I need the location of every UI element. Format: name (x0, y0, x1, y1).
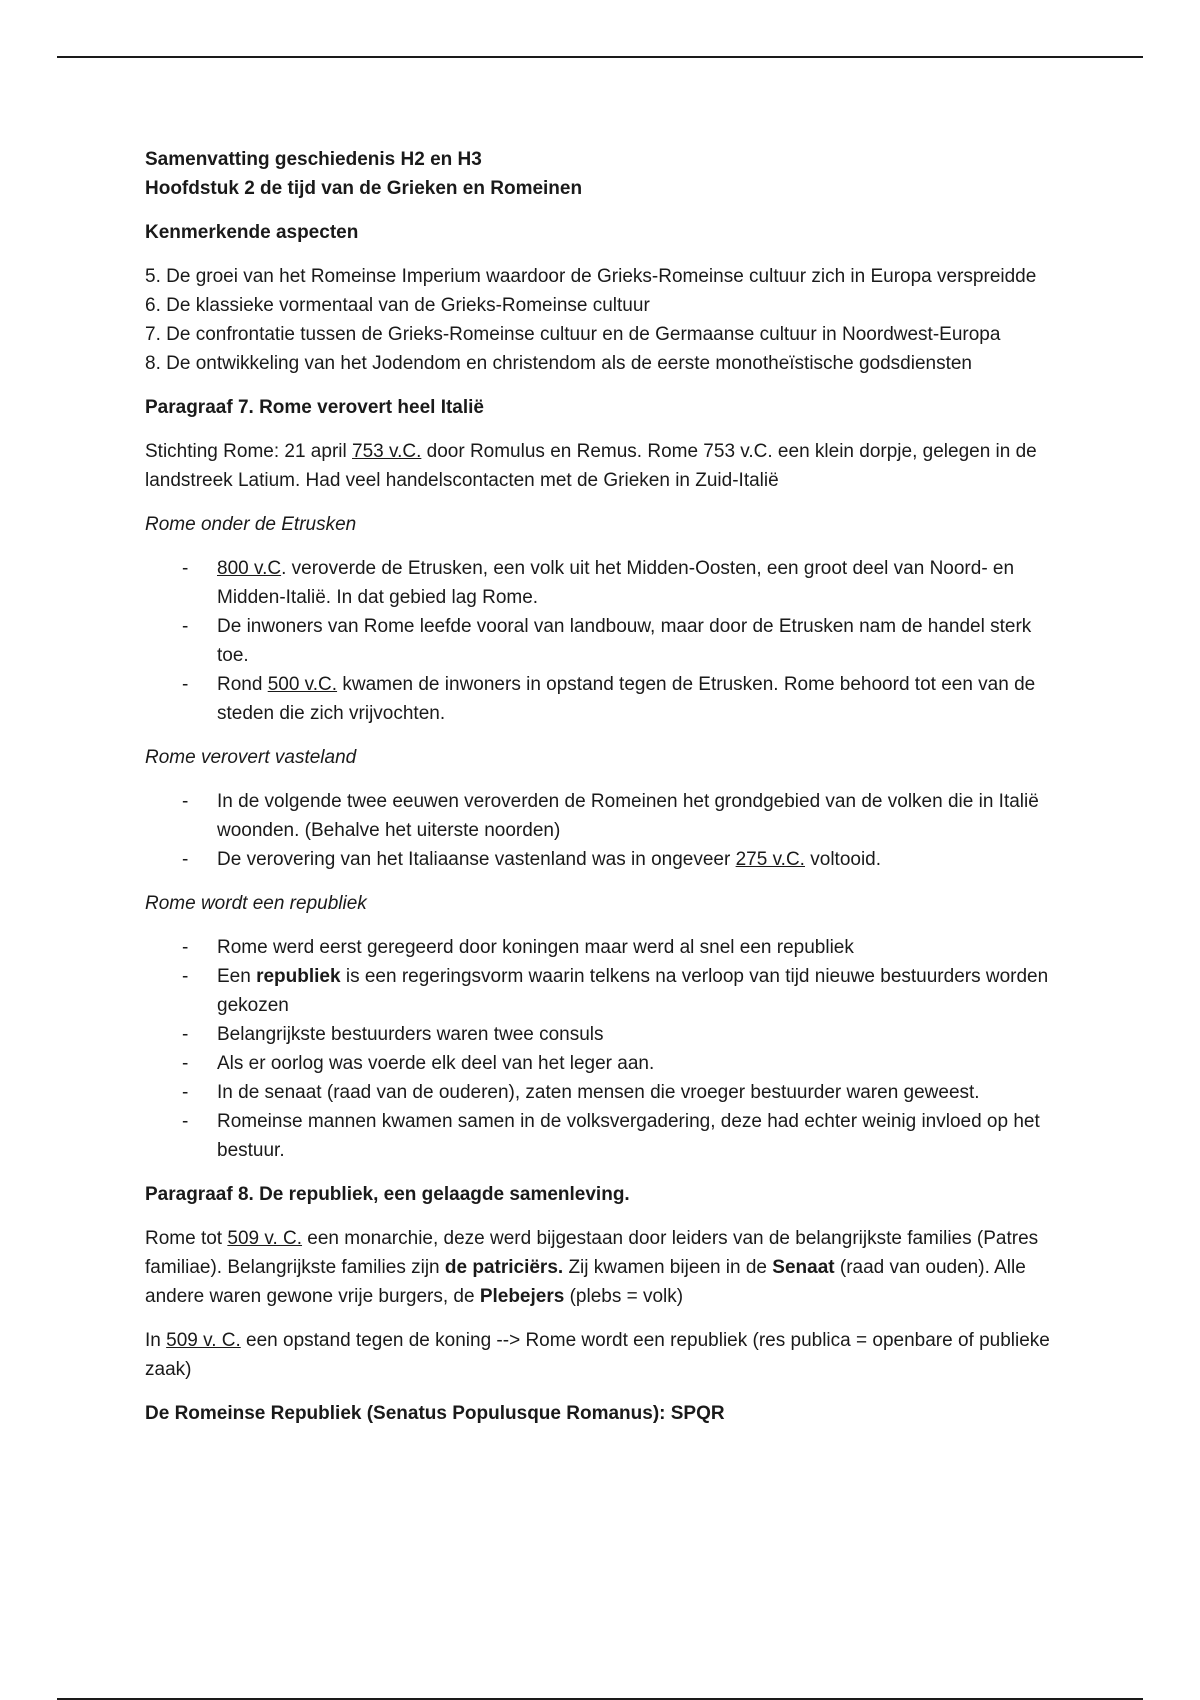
text: In (145, 1330, 167, 1351)
document-body (145, 145, 1065, 1428)
aspect-8: 8. De ontwikkeling van het Jodendom en christendom als de eerste monotheïstische godsdiensten (145, 353, 972, 374)
subheading-etrusken: Rome onder de Etrusken (145, 514, 357, 535)
top-rule (57, 56, 1143, 58)
list-item (145, 612, 1065, 670)
text: voltooid. (804, 849, 882, 870)
list-item: - Rome werd eerst geregeerd door koningen maar werd al snel een republiek (145, 933, 1065, 962)
vasteland-list (145, 787, 1065, 874)
par8-paragraph-1 (145, 1224, 1065, 1311)
term-senaat: Senaat (772, 1257, 835, 1278)
term-patriciers: de patriciërs. (444, 1257, 564, 1278)
spqr-heading: De Romeinse Republiek (Senatus Populusque Romanus): SPQR (145, 1403, 725, 1424)
subheading-vasteland: Rome verovert vasteland (145, 747, 357, 768)
text: De verovering van het Italiaanse vastenland was in ongeveer (217, 849, 736, 870)
section-heading-par8: Paragraaf 8. De republiek, een gelaagde samenleving. (145, 1184, 630, 1205)
republiek-list (145, 933, 1065, 1165)
date-800: 800 v.C (217, 558, 282, 579)
text: (plebs = volk) (564, 1286, 684, 1307)
text: Stichting Rome: 21 april (145, 441, 352, 462)
text: Rome tot (145, 1228, 228, 1249)
term-plebejers: Plebejers (479, 1286, 565, 1307)
date-753: 753 v.C. (352, 441, 422, 462)
par7-intro (145, 437, 1065, 495)
text: door Romulus en Remus. Rome 753 v.C. een klein dorpje, gelegen in de landstreek Latium. Had veel handelscontacten met de Grieken in Zuid-Italië (145, 441, 1037, 491)
date-275: 275 v.C. (735, 849, 805, 870)
aspects-heading: Kenmerkende aspecten (145, 222, 359, 243)
text: . veroverde de Etrusken, een volk uit het Midden-Oosten, een groot deel van Noord- en Midden-Italië. In dat gebied lag Rome. (217, 558, 1015, 608)
text: In de volgende twee eeuwen veroverden de Romeinen het grondgebied van de volken die in Italië woonden. (Behalve het uiterste noorden) (217, 791, 1039, 841)
term-republiek: republiek (256, 966, 341, 987)
list-item: - In de senaat (raad van de ouderen), zaten mensen die vroeger bestuurder waren geweest. (145, 1078, 1065, 1107)
aspect-6: 6. De klassieke vormentaal van de Grieks-Romeinse cultuur (145, 295, 650, 316)
date-509: 509 v. C. (166, 1330, 241, 1351)
etrusken-list (145, 554, 1065, 728)
text: is een regeringsvorm waarin telkens na verloop van tijd nieuwe bestuurders worden gekozen (217, 966, 1049, 1016)
subheading-republiek: Rome wordt een republiek (145, 893, 367, 914)
list-item: - Als er oorlog was voerde elk deel van het leger aan. (145, 1049, 1065, 1078)
text: (raad van ouden). Alle andere waren gewone vrije burgers, de (145, 1257, 1026, 1307)
text: een monarchie, deze werd bijgestaan door leiders van de belangrijkste families (Patres familiae). Belangrijkste families zijn (145, 1228, 1039, 1278)
date-509: 509 v. C. (227, 1228, 303, 1249)
text: Rond (217, 674, 268, 695)
aspect-5: 5. De groei van het Romeinse Imperium waardoor de Grieks-Romeinse cultuur zich in Europa verspreidde (145, 266, 1037, 287)
text: De inwoners van Rome leefde vooral van landbouw, maar door de Etrusken nam de handel sterk toe. (217, 616, 1032, 666)
text: Een (217, 966, 257, 987)
chapter-title: Hoofdstuk 2 de tijd van de Grieken en Romeinen (145, 178, 583, 199)
list-item (145, 554, 1065, 612)
list-item (145, 670, 1065, 728)
list-item (145, 787, 1065, 845)
list-item: - Romeinse mannen kwamen samen in de volksvergadering, deze had echter weinig invloed op het bestuur. (145, 1107, 1065, 1165)
aspect-7: 7. De confrontatie tussen de Grieks-Romeinse cultuur en de Germaanse cultuur in Noordwest-Europa (145, 324, 1001, 345)
aspects-list (145, 262, 1065, 378)
section-heading-par7: Paragraaf 7. Rome verovert heel Italië (145, 397, 484, 418)
text: een opstand tegen de koning --> Rome wordt een republiek (res publica = openbare of publieke zaak) (145, 1330, 1050, 1380)
text: Zij kwamen bijeen in de (563, 1257, 773, 1278)
bottom-rule (57, 1698, 1143, 1700)
par8-paragraph-2 (145, 1326, 1065, 1384)
list-item: - Belangrijkste bestuurders waren twee consuls (145, 1020, 1065, 1049)
text: kwamen de inwoners in opstand tegen de Etrusken. Rome behoord tot een van de steden die zich vrijvochten. (217, 674, 1036, 724)
date-500: 500 v.C. (267, 674, 338, 695)
doc-title: Samenvatting geschiedenis H2 en H3 (145, 149, 482, 170)
list-item (145, 845, 1065, 874)
list-item (145, 962, 1065, 1020)
